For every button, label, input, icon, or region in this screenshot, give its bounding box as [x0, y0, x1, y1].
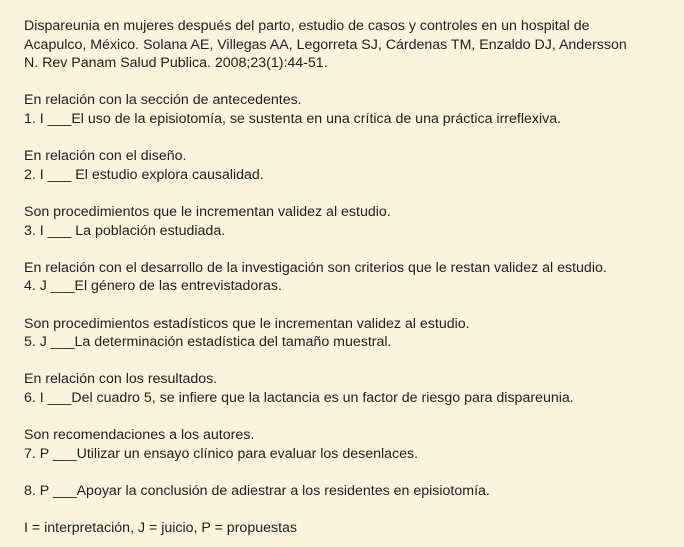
- question-item-8: [24, 482, 684, 501]
- answer-key-legend: I = interpretación, J = juicio, P = propuestas: [24, 520, 298, 537]
- question-item-6: [24, 370, 684, 407]
- question-statement: 6. I ___Del cuadro 5, se infiere que la lactancia es un factor de riesgo para dispareunia.: [24, 389, 574, 406]
- question-heading: Son procedimientos que le incrementan validez al estudio.: [24, 203, 391, 220]
- question-heading: Son procedimientos estadísticos que le incrementan validez al estudio.: [24, 315, 470, 332]
- question-statement: 3. I ___ La población estudiada.: [24, 222, 226, 239]
- question-item-4: [24, 259, 684, 296]
- citation-line: Acapulco, México. Solana AE, Villegas AA, Legorreta SJ, Cárdenas TM, Enzaldo DJ, Andersson: [24, 36, 627, 53]
- citation-reference: [24, 17, 672, 73]
- question-heading: En relación con el desarrollo de la investigación son criterios que le restan validez al estudio.: [24, 259, 607, 276]
- question-item-1: [24, 91, 684, 128]
- question-heading: En relación con la sección de antecedentes.: [24, 92, 302, 109]
- question-statement: 4. J ___El género de las entrevistadoras.: [24, 278, 282, 295]
- question-heading: Son recomendaciones a los autores.: [24, 427, 255, 444]
- question-statement: 8. P ___Apoyar la conclusión de adiestrar a los residentes en episiotomía.: [24, 482, 490, 499]
- question-statement: 7. P ___Utilizar un ensayo clínico para evaluar los desenlaces.: [24, 445, 419, 462]
- question-item-3: [24, 203, 684, 240]
- question-item-5: [24, 315, 684, 352]
- citation-line: N. Rev Panam Salud Publica. 2008;23(1):44-51.: [24, 55, 328, 72]
- question-statement: 5. J ___La determinación estadística del tamaño muestral.: [24, 334, 392, 351]
- question-item-7: [24, 426, 684, 463]
- question-heading: En relación con el diseño.: [24, 148, 187, 165]
- question-statement: 2. I ___ El estudio explora causalidad.: [24, 166, 264, 183]
- question-item-2: [24, 147, 684, 184]
- citation-line: Dispareunia en mujeres después del parto, estudio de casos y controles en un hospital de: [24, 18, 590, 34]
- question-heading: En relación con los resultados.: [24, 371, 218, 388]
- question-statement: 1. I ___El uso de la episiotomía, se sustenta en una crítica de una práctica irreflexiva.: [24, 110, 562, 127]
